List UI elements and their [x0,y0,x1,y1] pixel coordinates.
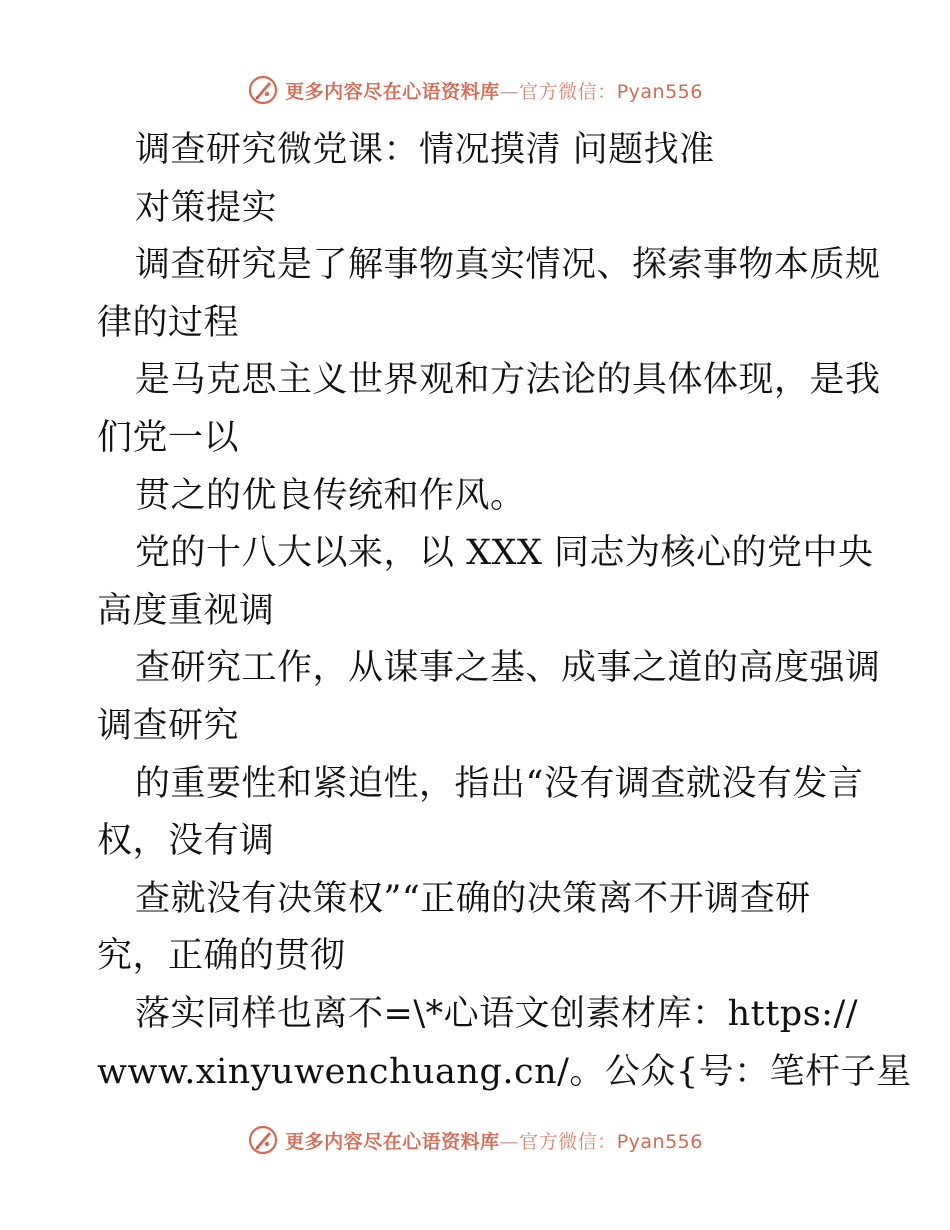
title-line-1: 调查研究微党课：情况摸清 问题找准 [135,130,715,170]
watermark-brand: 更多内容尽在心语资料库 [285,80,500,103]
paragraph-line: 查研究工作，从谋事之基、成事之道的高度强调 [135,648,881,689]
paragraph-line: 调查研究是了解事物真实情况、探索事物本质规 [135,245,881,286]
paragraph-line: 究，正确的贯彻 [97,936,346,977]
paragraph-line: 是马克思主义世界观和方法论的具体体现，是我 [135,360,881,401]
watermark-text [285,77,703,104]
watermark-text [285,1127,703,1154]
title-line-2: 对策提实 [135,187,278,228]
watermark-brand: 更多内容尽在心语资料库 [285,1130,500,1153]
paragraph-line: 们党一以 [97,417,240,458]
footer-watermark [0,1120,950,1160]
watermark-wechat-label: 官方微信： [519,80,617,103]
header-watermark [0,70,950,110]
watermark-wechat-id: Pyan556 [616,1130,703,1153]
feather-pen-logo-icon [247,74,279,106]
feather-pen-logo-icon [247,1124,279,1156]
paragraph-line: 高度重视调 [97,590,275,631]
watermark-wechat-id: Pyan556 [616,80,703,103]
paragraph-line: 查就没有决策权”“正确的决策离不开调查研 [135,878,811,919]
paragraph-line: 贯之的优良传统和作风。 [135,475,526,516]
paragraph-line: 调查研究 [97,705,240,746]
paragraph-line: 党的十八大以来，以 XXX 同志为核心的党中央 [135,533,874,574]
paragraph-line: www.xinyuwenchuang.cn/。公众{号：笔杆子星 [97,1051,912,1092]
watermark-wechat-label: 官方微信： [519,1130,617,1153]
watermark-separator: — [499,80,520,103]
paragraph-line: 的重要性和紧迫性，指出“没有调查就没有发言 [135,763,864,804]
paragraph-line: 律的过程 [97,302,240,343]
watermark-separator: — [499,1130,520,1153]
paragraph-line: 权，没有调 [97,821,275,862]
document-body [97,122,912,1101]
paragraph-line: 落实同样也离不=\*心语文创素材库：https:// [135,993,859,1034]
